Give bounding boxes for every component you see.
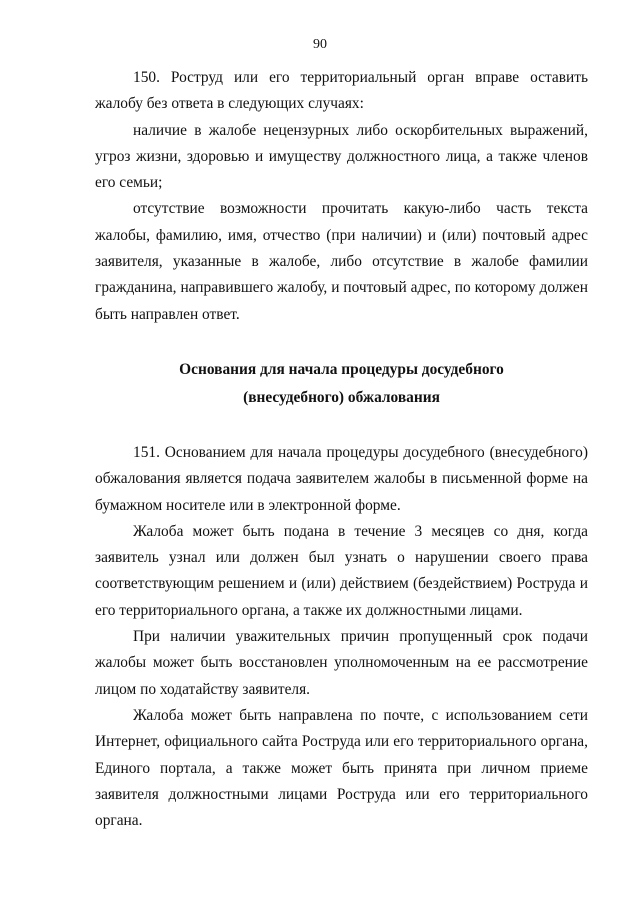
paragraph-150-intro: 150. Роструд или его территориальный орган вправе оставить жалобу без ответа в следующих случаях:: [95, 69, 588, 113]
section-heading: [95, 356, 588, 412]
paragraph-complaint-term: Жалоба может быть подана в течение 3 месяцев со дня, когда заявитель узнал или должен был узнать о нарушении своего права соответствующим решением и (или) действием (бездействием) Роструда и его территориального органа, а также их должностными лицами.: [95, 522, 588, 619]
page-number: 90: [313, 37, 327, 52]
document-body: [95, 65, 588, 834]
paragraph-151: 151. Основанием для начала процедуры досудебного (внесудебного) обжалования является подача заявителем жалобы в письменной форме на бумажном носителе или в электронной форме.: [95, 443, 588, 514]
section-heading-line-2: (внесудебного) обжалования: [243, 388, 440, 406]
section-2-body: [95, 440, 588, 834]
paragraph-150-case-obscene: наличие в жалобе нецензурных либо оскорбительных выражений, угроз жизни, здоровью и имуществу должностного лица, а также членов его семьи;: [95, 121, 588, 192]
paragraph-150-case-unreadable: отсутствие возможности прочитать какую-либо часть текста жалобы, фамилию, имя, отчество (при наличии) и (или) почтовый адрес заявителя, указанные в жалобе, либо отсутствие в жалобе фамилии гражданина, направившего жалобу, и почтовый адрес, по которому должен быть направлен ответ.: [95, 200, 588, 323]
paragraph-submission-channels: Жалоба может быть направлена по почте, с использованием сети Интернет, официального сайта Роструда или его территориального органа, Единого портала, а также может быть принята при личном приеме заявителя должностными лицами Роструда или его территориального органа.: [95, 706, 588, 830]
paragraph-term-restoration: При наличии уважительных причин пропущенный срок подачи жалобы может быть восстановлен уполномоченным на ее рассмотрение лицом по ходатайству заявителя.: [95, 628, 588, 698]
section-heading-line-1: Основания для начала процедуры досудебного: [179, 360, 504, 378]
